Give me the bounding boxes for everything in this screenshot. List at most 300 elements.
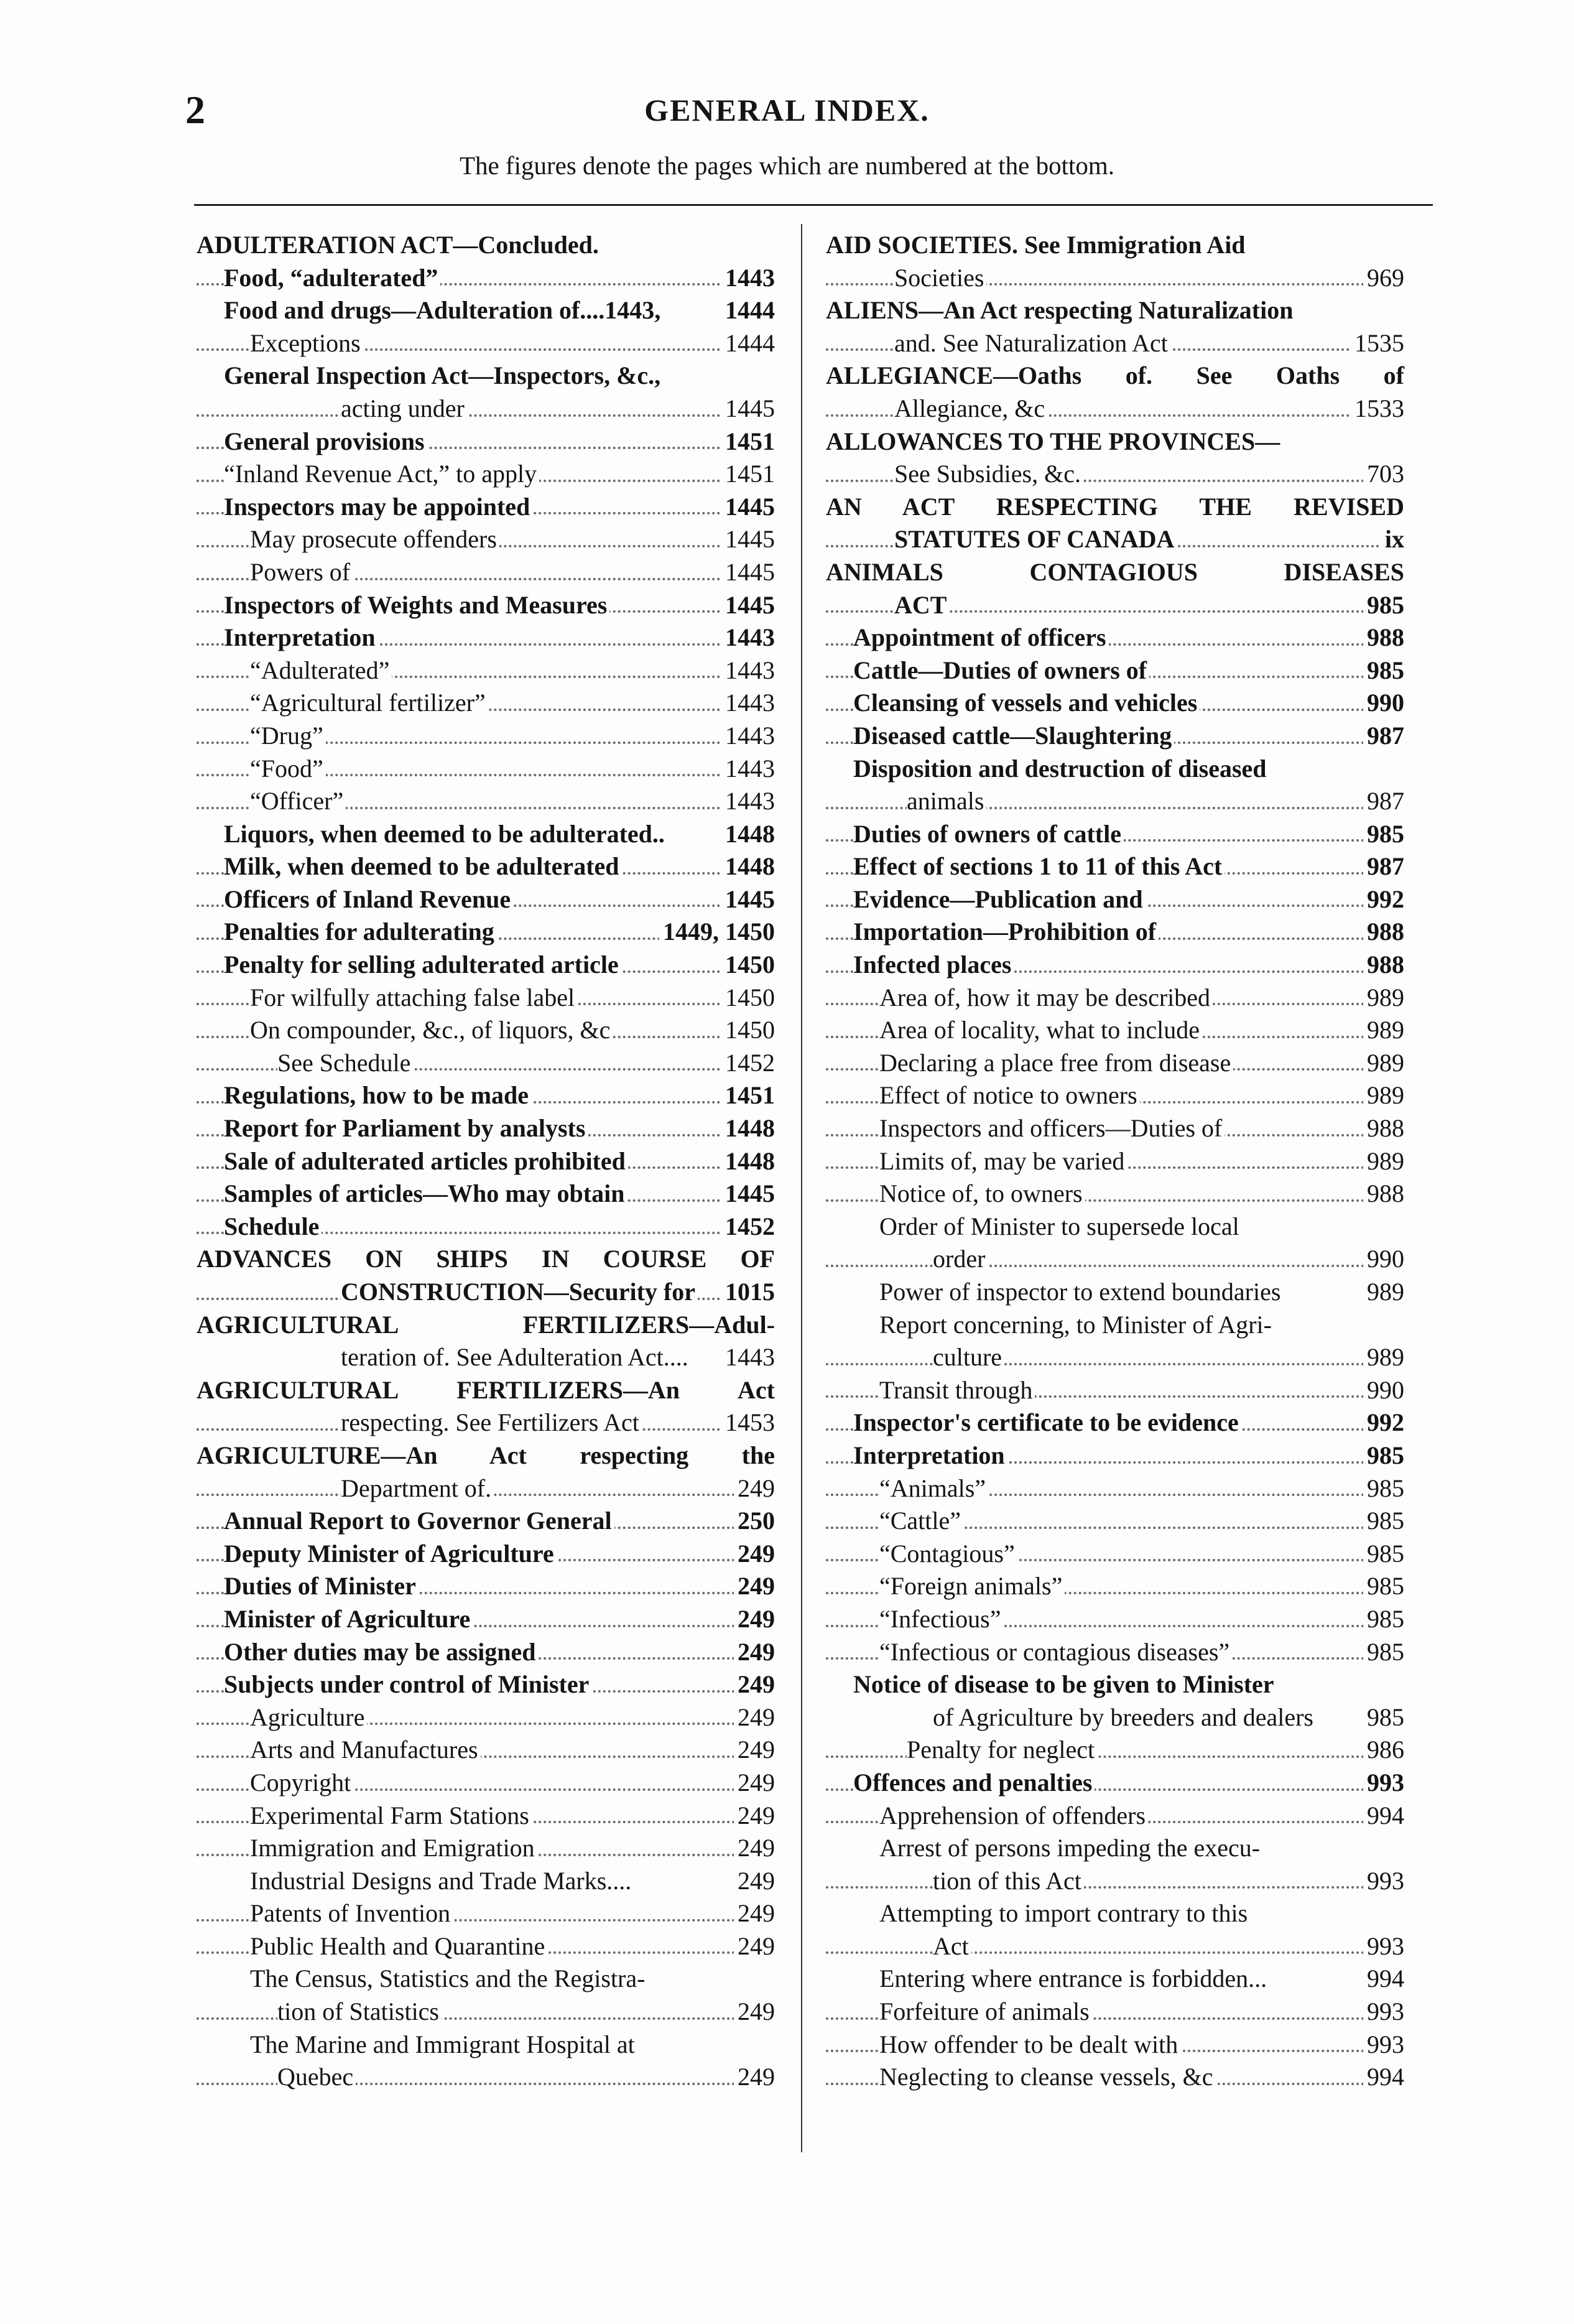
index-entry xyxy=(826,1701,1404,1734)
index-entry-page: 985 xyxy=(1363,1472,1404,1505)
dot-leader xyxy=(197,414,775,417)
index-entry-page: 1450 xyxy=(721,949,775,982)
index-entry-page: 993 xyxy=(1363,1767,1404,1800)
index-entry xyxy=(826,458,1404,491)
index-entry-text: ALLEGIANCE—Oaths of. See Oaths of xyxy=(826,361,1404,390)
index-entry-page: 249 xyxy=(734,1767,775,1800)
index-entry-page: 249 xyxy=(734,1603,775,1636)
index-entry-page: 1445 xyxy=(721,523,775,556)
index-entry xyxy=(197,556,775,589)
index-entry-text: Patents of Invention xyxy=(250,1899,453,1927)
index-entry xyxy=(197,1406,775,1439)
index-entry xyxy=(197,1243,775,1276)
index-entry-text: STATUTES OF CANADA xyxy=(894,525,1177,553)
index-entry-text: ANIMALS CONTAGIOUS DISEASES xyxy=(826,557,1404,586)
index-entry xyxy=(197,1145,775,1178)
index-entry-page: 249 xyxy=(734,1832,775,1865)
index-entry xyxy=(197,949,775,982)
index-entry xyxy=(197,1570,775,1603)
index-entry xyxy=(826,1636,1404,1669)
index-entry-text: See Subsidies, &c. xyxy=(894,460,1083,488)
index-entry-text: “Animals” xyxy=(879,1474,988,1502)
index-entry-page: 1450 xyxy=(721,1014,775,1047)
running-title: GENERAL INDEX. xyxy=(644,93,930,128)
index-entry-page: 985 xyxy=(1363,654,1404,687)
index-entry-text: Regulations, how to be made xyxy=(224,1081,531,1109)
index-entry-page: 249 xyxy=(734,1538,775,1571)
index-entry-text: AGRICULTURE—An Act respecting the xyxy=(197,1441,775,1469)
index-entry xyxy=(826,2061,1404,2094)
index-entry-text: The Marine and Immigrant Hospital at xyxy=(250,2030,637,2058)
index-entry-text: Milk, when deemed to be adulterated xyxy=(224,852,622,880)
index-entry xyxy=(197,818,775,851)
column-divider xyxy=(801,224,802,2152)
index-entry-text: Public Health and Quarantine xyxy=(250,1932,547,1960)
index-entry-page: 985 xyxy=(1363,1570,1404,1603)
index-entry-text: Penalty for neglect xyxy=(907,1736,1097,1764)
index-entry-text: Samples of articles—Who may obtain xyxy=(224,1179,627,1207)
index-entry-text: “Food” xyxy=(250,755,326,783)
index-entry-text: Declaring a place free from disease xyxy=(879,1049,1233,1077)
index-entry xyxy=(826,1439,1404,1472)
index-entry-text: ADVANCES ON SHIPS IN COURSE OF xyxy=(197,1245,775,1273)
index-entry xyxy=(826,1374,1404,1407)
index-entry-page: 989 xyxy=(1363,1014,1404,1047)
index-entry-text: Arts and Manufactures xyxy=(250,1736,481,1764)
index-entry-page: 1452 xyxy=(721,1211,775,1243)
index-entry-page: 1443 xyxy=(721,1341,775,1374)
index-entry-text: AID SOCIETIES. See Immigration Aid xyxy=(826,231,1248,259)
index-entry xyxy=(826,883,1404,916)
index-entry-text: Duties of Minister xyxy=(224,1572,419,1600)
index-entry-text: Food, “adulterated” xyxy=(224,264,440,292)
index-entry-text: Duties of owners of cattle xyxy=(853,820,1124,848)
index-entry xyxy=(826,1276,1404,1309)
index-entry xyxy=(826,1243,1404,1276)
index-entry-text: General Inspection Act—Inspectors, &c., xyxy=(224,361,663,389)
index-entry-text: Area of, how it may be described xyxy=(879,983,1213,1011)
index-entry-page: 1452 xyxy=(721,1047,775,1080)
index-entry-page: 249 xyxy=(734,2061,775,2094)
index-entry xyxy=(197,1668,775,1701)
index-entry-page: 249 xyxy=(734,1996,775,2029)
index-entry-text: Attempting to import contrary to this xyxy=(879,1899,1250,1927)
index-entry-text: Industrial Designs and Trade Marks.... xyxy=(250,1867,634,1895)
index-entry-text: How offender to be dealt with xyxy=(879,2030,1180,2058)
index-entry-page: 250 xyxy=(734,1505,775,1538)
index-entry-page: 988 xyxy=(1363,916,1404,949)
index-entry-page: 992 xyxy=(1363,883,1404,916)
index-entry-text: Cattle—Duties of owners of xyxy=(853,656,1149,684)
index-entry-page: 1448 xyxy=(721,1112,775,1145)
index-entry xyxy=(826,1112,1404,1145)
index-entry xyxy=(826,982,1404,1015)
index-entry-text: Limits of, may be varied xyxy=(879,1147,1127,1175)
index-entry xyxy=(826,1963,1404,1996)
index-entry xyxy=(197,1439,775,1472)
page-number: 2 xyxy=(185,88,205,132)
index-entry xyxy=(826,1930,1404,1963)
index-entry xyxy=(197,589,775,622)
index-entry-text: Interpretation xyxy=(853,1441,1007,1469)
index-entry xyxy=(826,1767,1404,1800)
index-entry-text: Inspectors may be appointed xyxy=(224,493,532,521)
dot-leader xyxy=(826,1951,1404,1954)
index-entry xyxy=(197,1014,775,1047)
index-entry xyxy=(826,589,1404,622)
index-entry-page: 994 xyxy=(1363,1963,1404,1996)
index-entry xyxy=(197,1472,775,1505)
index-entry-page: 249 xyxy=(734,1930,775,1963)
index-entry-page: 990 xyxy=(1363,687,1404,720)
index-entry xyxy=(197,523,775,556)
index-entry-text: May prosecute offenders xyxy=(250,525,499,553)
index-entry-page: 993 xyxy=(1363,1996,1404,2029)
index-entry-text: Penalty for selling adulterated article xyxy=(224,951,621,978)
index-entry xyxy=(826,1406,1404,1439)
index-entry-page: 987 xyxy=(1363,785,1404,818)
index-entry-page: 985 xyxy=(1363,1505,1404,1538)
index-entry-page: 1448 xyxy=(721,1145,775,1178)
index-entry xyxy=(826,2029,1404,2061)
index-entry-page: 1443 xyxy=(721,785,775,818)
index-entry xyxy=(197,785,775,818)
index-entry-page: 986 xyxy=(1363,1734,1404,1767)
index-entry xyxy=(197,491,775,524)
index-entry-text: Inspector's certificate to be evidence xyxy=(853,1408,1241,1436)
index-entry xyxy=(826,1897,1404,1930)
index-entry-page: 988 xyxy=(1363,949,1404,982)
index-entry xyxy=(197,1505,775,1538)
index-entry-text: “Foreign animals” xyxy=(879,1572,1065,1600)
index-entry xyxy=(197,1341,775,1374)
index-entry-page: 994 xyxy=(1363,2061,1404,2094)
index-entry-text: “Drug” xyxy=(250,722,326,750)
index-entry-page: 1450 xyxy=(721,982,775,1015)
index-entry-text: Inspectors of Weights and Measures xyxy=(224,591,609,619)
index-entry-page: 989 xyxy=(1363,1341,1404,1374)
index-entry-text: Liquors, when deemed to be adulterated.. xyxy=(224,820,667,848)
index-entry-text: Notice of disease to be given to Minister xyxy=(853,1670,1277,1698)
index-entry-text: Report for Parliament by analysts xyxy=(224,1114,588,1142)
header-rule xyxy=(194,204,1433,206)
index-entry-page: 1453 xyxy=(721,1406,775,1439)
index-entry xyxy=(826,327,1404,360)
index-entry-page: 1443 xyxy=(721,720,775,753)
index-entry xyxy=(197,262,775,295)
index-entry-page: 249 xyxy=(734,1734,775,1767)
index-entry-page: 990 xyxy=(1363,1374,1404,1407)
index-entry xyxy=(197,1079,775,1112)
index-entry xyxy=(826,523,1404,556)
index-entry xyxy=(826,1538,1404,1571)
index-entry xyxy=(197,1538,775,1571)
index-entry xyxy=(197,1767,775,1800)
index-entry-text: Deputy Minister of Agriculture xyxy=(224,1540,557,1568)
index-entry xyxy=(197,1963,775,1996)
index-entry xyxy=(197,1374,775,1407)
index-entry xyxy=(197,753,775,786)
index-entry-text: Penalties for adulterating xyxy=(224,918,497,946)
index-entry xyxy=(197,294,775,327)
index-entry xyxy=(826,687,1404,720)
index-entry xyxy=(197,229,775,262)
index-entry-text: Neglecting to cleanse vessels, &c xyxy=(879,2063,1215,2091)
index-entry-text: “Adulterated” xyxy=(250,656,392,684)
index-entry-page: 1445 xyxy=(721,556,775,589)
index-entry xyxy=(826,1309,1404,1342)
index-entry xyxy=(826,393,1404,425)
index-entry xyxy=(197,1636,775,1669)
index-entry-page: 1443 xyxy=(721,753,775,786)
dot-leader xyxy=(826,1265,1404,1267)
index-entry-page: 969 xyxy=(1363,262,1404,295)
index-entry-page: 249 xyxy=(734,1472,775,1505)
index-entry xyxy=(826,1341,1404,1374)
index-entry-page: 1015 xyxy=(721,1276,775,1309)
index-entry xyxy=(826,1145,1404,1178)
index-entry xyxy=(826,1668,1404,1701)
index-entry xyxy=(197,1276,775,1309)
index-entry-text: Minister of Agriculture xyxy=(224,1605,473,1633)
index-entry xyxy=(826,1832,1404,1865)
index-entry-page: 1443 xyxy=(721,621,775,654)
index-entry-page: 1443 xyxy=(721,262,775,295)
index-entry-text: “Cattle” xyxy=(879,1507,963,1535)
index-entry-page: 993 xyxy=(1363,1865,1404,1898)
index-entry-page: 990 xyxy=(1363,1243,1404,1276)
index-entry xyxy=(826,720,1404,753)
index-entry-page: 985 xyxy=(1363,818,1404,851)
index-entry-text: Societies xyxy=(894,264,986,292)
index-entry-text: Apprehension of offenders xyxy=(879,1801,1148,1829)
index-entry-text: acting under xyxy=(341,394,467,422)
index-entry xyxy=(197,1832,775,1865)
index-entry xyxy=(197,327,775,360)
index-entry-page: 1533 xyxy=(1351,393,1404,425)
index-entry xyxy=(197,720,775,753)
index-entry xyxy=(826,785,1404,818)
index-entry-page: 1445 xyxy=(721,393,775,425)
dot-leader xyxy=(826,1886,1404,1889)
index-entry-text: order xyxy=(933,1245,988,1273)
index-entry xyxy=(826,753,1404,786)
index-entry xyxy=(197,1047,775,1080)
index-entry-text: Food and drugs—Adulteration of....1443, xyxy=(224,296,663,324)
index-entry-text: culture xyxy=(933,1343,1004,1371)
index-entry-page: 989 xyxy=(1363,1145,1404,1178)
index-entry-text: teration of. See Adulteration Act.... xyxy=(341,1343,691,1371)
index-entry xyxy=(826,1079,1404,1112)
index-entry-page: 988 xyxy=(1363,621,1404,654)
index-entry-page: 993 xyxy=(1363,2029,1404,2061)
index-entry-text: “Contagious” xyxy=(879,1540,1017,1568)
index-entry-text: tion of Statistics xyxy=(277,1997,442,2025)
index-entry xyxy=(197,883,775,916)
index-entry-text: General provisions xyxy=(224,427,427,455)
index-entry xyxy=(197,1112,775,1145)
index-entry-page: 989 xyxy=(1363,982,1404,1015)
index-entry-text: Importation—Prohibition of xyxy=(853,918,1159,946)
index-entry xyxy=(197,1897,775,1930)
index-entry-text: Notice of, to owners xyxy=(879,1179,1085,1207)
index-entry xyxy=(197,1930,775,1963)
index-entry-page: 988 xyxy=(1363,1178,1404,1211)
index-entry-page: 1445 xyxy=(721,883,775,916)
index-entry-page: 1445 xyxy=(721,589,775,622)
index-entry-text: Order of Minister to supersede local xyxy=(879,1212,1242,1240)
index-entry xyxy=(826,556,1404,589)
index-entry xyxy=(826,1734,1404,1767)
index-entry-text: Entering where entrance is forbidden... xyxy=(879,1964,1269,1992)
index-entry xyxy=(197,1996,775,2029)
index-entry xyxy=(197,1603,775,1636)
index-entry-page: 249 xyxy=(734,1570,775,1603)
index-entry-text: “Infectious or contagious diseases” xyxy=(879,1638,1232,1666)
index-entry xyxy=(197,393,775,425)
index-entry-page: 1448 xyxy=(721,850,775,883)
index-entry xyxy=(826,949,1404,982)
index-entry xyxy=(826,262,1404,295)
index-entry xyxy=(197,1211,775,1243)
index-entry-text: Power of inspector to extend boundaries xyxy=(879,1278,1283,1306)
index-entry-page: 987 xyxy=(1363,720,1404,753)
index-entry xyxy=(197,1800,775,1833)
index-entry-text: respecting. See Fertilizers Act xyxy=(341,1408,642,1436)
index-entry-text: Subjects under control of Minister xyxy=(224,1670,591,1698)
index-entry-text: Schedule xyxy=(224,1212,322,1240)
index-entry xyxy=(826,1570,1404,1603)
index-entry-page: 992 xyxy=(1363,1406,1404,1439)
index-entry-text: ALLOWANCES TO THE PROVINCES— xyxy=(826,427,1282,455)
index-entry xyxy=(197,425,775,458)
index-entry-text: Copyright xyxy=(250,1769,353,1796)
index-entry xyxy=(826,1014,1404,1047)
index-entry-page: 1535 xyxy=(1351,327,1404,360)
index-entry-text: Disposition and destruction of diseased xyxy=(853,755,1269,783)
index-entry-text: Appointment of officers xyxy=(853,623,1109,651)
index-entry-page: 985 xyxy=(1363,1701,1404,1734)
index-entry-text: AGRICULTURAL FERTILIZERS—Adul- xyxy=(197,1310,775,1339)
index-entry-page: 985 xyxy=(1363,589,1404,622)
index-entry-text: “Inland Revenue Act,” to apply xyxy=(224,460,539,488)
index-entry-text: Area of locality, what to include xyxy=(879,1016,1202,1044)
index-entry xyxy=(826,654,1404,687)
index-entry-text: “Infectious” xyxy=(879,1605,1003,1633)
index-entry-text: On compounder, &c., of liquors, &c xyxy=(250,1016,613,1044)
index-entry-text: Department of. xyxy=(341,1474,494,1502)
index-entry-page: 985 xyxy=(1363,1636,1404,1669)
index-entry-text: Report concerning, to Minister of Agri- xyxy=(879,1311,1274,1339)
index-entry xyxy=(197,2061,775,2094)
index-entry xyxy=(826,1603,1404,1636)
index-entry xyxy=(197,1865,775,1898)
index-entry-page: 989 xyxy=(1363,1276,1404,1309)
index-entry xyxy=(826,1996,1404,2029)
index-entry-page: 1444 xyxy=(721,327,775,360)
index-entry-text: tion of this Act xyxy=(933,1867,1084,1895)
index-entry-text: Cleansing of vessels and vehicles xyxy=(853,689,1200,717)
index-entry-page: 1448 xyxy=(721,818,775,851)
index-entry xyxy=(826,360,1404,393)
index-entry-page: 1451 xyxy=(721,425,775,458)
index-entry-text: Forfeiture of animals xyxy=(879,1997,1092,2025)
index-entry-text: ADULTERATION ACT—Concluded. xyxy=(197,231,601,259)
index-entry-text: Other duties may be assigned xyxy=(224,1638,539,1666)
index-entry-text: Annual Report to Governor General xyxy=(224,1507,614,1535)
index-entry-page: 249 xyxy=(734,1897,775,1930)
index-entry xyxy=(826,1505,1404,1538)
index-entry-text: Officers of Inland Revenue xyxy=(224,885,513,913)
index-entry-text: Inspectors and officers—Duties of xyxy=(879,1114,1224,1142)
index-entry xyxy=(197,982,775,1015)
index-entry xyxy=(826,294,1404,327)
index-entry-page: 985 xyxy=(1363,1603,1404,1636)
index-entry xyxy=(197,850,775,883)
index-entry-text: “Agricultural fertilizer” xyxy=(250,689,488,717)
index-entry-text: Offences and penalties xyxy=(853,1769,1095,1796)
index-entry-text: Exceptions xyxy=(250,329,363,357)
index-entry-text: animals xyxy=(907,787,986,815)
index-entry-text: AN ACT RESPECTING THE REVISED xyxy=(826,492,1404,521)
index-entry-page: 994 xyxy=(1363,1800,1404,1833)
index-entry xyxy=(826,491,1404,524)
index-column-right xyxy=(826,229,1404,2094)
index-entry xyxy=(197,2029,775,2061)
index-entry-page: 988 xyxy=(1363,1112,1404,1145)
index-entry xyxy=(826,850,1404,883)
index-entry-page: 249 xyxy=(734,1636,775,1669)
index-entry-text: Act xyxy=(933,1932,971,1960)
index-entry xyxy=(826,1800,1404,1833)
index-entry-text: See Schedule xyxy=(277,1049,413,1077)
index-entry-text: Arrest of persons impeding the execu- xyxy=(879,1834,1262,1862)
index-entry-page: 1444 xyxy=(721,294,775,327)
index-entry-page: 1451 xyxy=(721,458,775,491)
index-entry-text: and. See Naturalization Act xyxy=(894,329,1170,357)
index-entry-text: Infected places xyxy=(853,951,1014,978)
index-entry-text: Effect of sections 1 to 11 of this Act xyxy=(853,852,1224,880)
index-entry xyxy=(197,1178,775,1211)
index-entry-text: Effect of notice to owners xyxy=(879,1081,1140,1109)
index-entry-text: For wilfully attaching false label xyxy=(250,983,577,1011)
index-entry-page: 993 xyxy=(1363,1930,1404,1963)
index-entry xyxy=(826,425,1404,458)
index-entry-text: Evidence—Publication and xyxy=(853,885,1146,913)
index-entry-page: 249 xyxy=(734,1800,775,1833)
index-entry xyxy=(197,360,775,393)
index-entry-page: 987 xyxy=(1363,850,1404,883)
index-entry-page: 1445 xyxy=(721,1178,775,1211)
page-subtitle: The figures denote the pages which are numbered at the bottom. xyxy=(459,151,1115,180)
index-entry-text: Quebec xyxy=(277,2063,356,2091)
index-entry xyxy=(826,621,1404,654)
index-entry-page: 703 xyxy=(1363,458,1404,491)
index-entry-text: CONSTRUCTION—Security for xyxy=(341,1278,698,1306)
index-entry xyxy=(826,818,1404,851)
index-entry xyxy=(197,687,775,720)
index-entry-page: 1451 xyxy=(721,1079,775,1112)
index-entry xyxy=(197,1734,775,1767)
index-entry-page: 989 xyxy=(1363,1047,1404,1080)
index-entry-page: 1445 xyxy=(721,491,775,524)
index-column-left xyxy=(197,229,775,2094)
index-entry xyxy=(197,458,775,491)
index-entry-text: Agriculture xyxy=(250,1703,367,1731)
dot-leader xyxy=(826,1363,1404,1365)
index-entry-page: ix xyxy=(1381,523,1404,556)
index-entry-page: 985 xyxy=(1363,1439,1404,1472)
